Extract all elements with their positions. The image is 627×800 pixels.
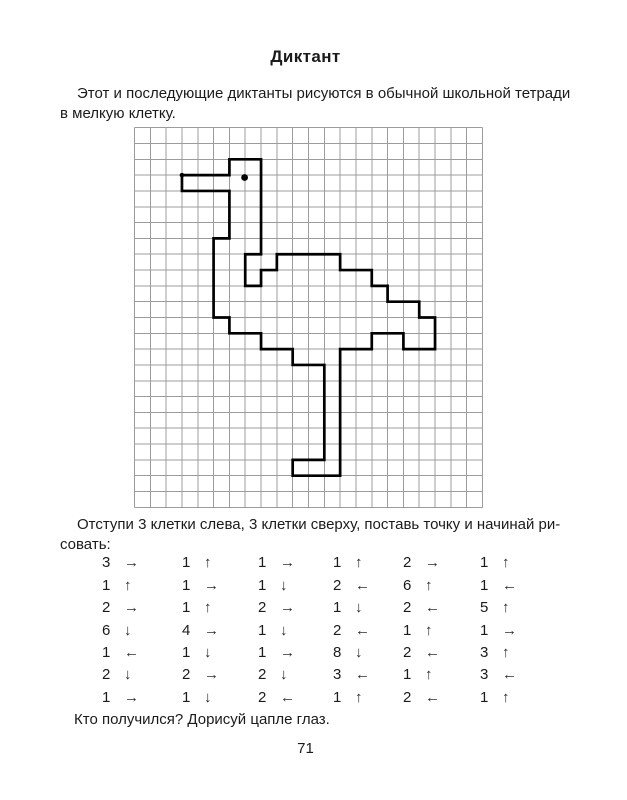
step-count: 2 xyxy=(333,576,342,594)
step-direction-arrow-icon: ↑ xyxy=(425,621,433,639)
step-direction-arrow-icon: ← xyxy=(502,576,517,594)
step-count: 6 xyxy=(102,621,111,639)
dictation-step xyxy=(94,644,174,662)
dictation-step xyxy=(250,689,325,707)
dictation-step xyxy=(395,644,472,662)
dictation-step xyxy=(250,577,325,595)
dictation-step xyxy=(174,666,250,684)
step-direction-arrow-icon: ↑ xyxy=(502,688,510,706)
dictation-step xyxy=(94,689,174,707)
step-direction-arrow-icon: → xyxy=(280,554,295,572)
step-count: 1 xyxy=(258,576,267,594)
step-count: 2 xyxy=(403,554,412,572)
step-count: 2 xyxy=(333,621,342,639)
step-count: 1 xyxy=(258,621,267,639)
step-direction-arrow-icon: → xyxy=(124,554,139,572)
step-direction-arrow-icon: → xyxy=(204,666,219,684)
dictation-steps-table xyxy=(94,552,544,709)
step-direction-arrow-icon: ↑ xyxy=(502,554,510,572)
dictation-step xyxy=(94,599,174,617)
dictation-step xyxy=(472,554,534,572)
step-count: 1 xyxy=(480,688,489,706)
dictation-grid xyxy=(134,127,483,513)
step-count: 1 xyxy=(182,688,191,706)
dictation-step xyxy=(250,599,325,617)
dictation-step xyxy=(325,554,395,572)
dictation-row xyxy=(94,597,544,619)
step-count: 6 xyxy=(403,576,412,594)
step-direction-arrow-icon: → xyxy=(425,554,440,572)
grid-svg xyxy=(134,127,483,508)
step-count: 3 xyxy=(480,666,489,684)
step-direction-arrow-icon: → xyxy=(124,688,139,706)
dictation-row xyxy=(94,574,544,596)
step-count: 3 xyxy=(480,643,489,661)
step-count: 1 xyxy=(102,576,111,594)
dictation-step xyxy=(325,599,395,617)
step-count: 4 xyxy=(182,621,191,639)
dictation-step xyxy=(325,644,395,662)
step-direction-arrow-icon: ← xyxy=(355,576,370,594)
step-direction-arrow-icon: ↓ xyxy=(280,666,288,684)
dictation-step xyxy=(94,666,174,684)
step-direction-arrow-icon: ↑ xyxy=(355,688,363,706)
step-direction-arrow-icon: ↑ xyxy=(502,599,510,617)
step-count: 1 xyxy=(182,576,191,594)
step-count: 5 xyxy=(480,599,489,617)
dictation-step xyxy=(472,644,534,662)
step-direction-arrow-icon: ↓ xyxy=(204,688,212,706)
step-direction-arrow-icon: → xyxy=(204,576,219,594)
step-direction-arrow-icon: ← xyxy=(355,621,370,639)
step-count: 1 xyxy=(403,621,412,639)
step-count: 1 xyxy=(258,643,267,661)
step-count: 1 xyxy=(182,643,191,661)
dictation-step xyxy=(472,577,534,595)
step-direction-arrow-icon: ← xyxy=(280,688,295,706)
step-direction-arrow-icon: ↑ xyxy=(425,576,433,594)
dictation-row xyxy=(94,687,544,709)
step-direction-arrow-icon: → xyxy=(502,621,517,639)
step-direction-arrow-icon: ← xyxy=(124,643,139,661)
step-direction-arrow-icon: ↑ xyxy=(425,666,433,684)
dictation-step xyxy=(325,666,395,684)
step-count: 1 xyxy=(333,599,342,617)
dictation-row xyxy=(94,642,544,664)
dictation-step xyxy=(395,666,472,684)
intro-text-line2: в мелкую клетку. xyxy=(60,105,176,122)
step-count: 1 xyxy=(480,554,489,572)
dictation-step xyxy=(250,666,325,684)
step-count: 3 xyxy=(102,554,111,572)
step-count: 2 xyxy=(258,688,267,706)
start-point-dot xyxy=(180,173,185,178)
step-count: 2 xyxy=(403,599,412,617)
dictation-step xyxy=(174,577,250,595)
step-count: 1 xyxy=(258,554,267,572)
dictation-step xyxy=(174,689,250,707)
step-direction-arrow-icon: ← xyxy=(425,643,440,661)
step-count: 1 xyxy=(333,688,342,706)
dictation-step xyxy=(395,554,472,572)
step-count: 1 xyxy=(102,688,111,706)
step-direction-arrow-icon: → xyxy=(280,599,295,617)
step-direction-arrow-icon: ← xyxy=(502,666,517,684)
step-count: 1 xyxy=(333,554,342,572)
page-title: Диктант xyxy=(270,47,341,66)
step-direction-arrow-icon: ↑ xyxy=(124,576,132,594)
dictation-step xyxy=(325,622,395,640)
dictation-step xyxy=(250,622,325,640)
step-count: 2 xyxy=(403,643,412,661)
step-direction-arrow-icon: → xyxy=(280,643,295,661)
dictation-step xyxy=(174,554,250,572)
step-direction-arrow-icon: ↑ xyxy=(502,643,510,661)
step-direction-arrow-icon: ↑ xyxy=(204,599,212,617)
step-count: 1 xyxy=(182,599,191,617)
step-direction-arrow-icon: ← xyxy=(425,688,440,706)
step-direction-arrow-icon: ↓ xyxy=(355,643,363,661)
step-direction-arrow-icon: ↑ xyxy=(355,554,363,572)
dictation-step xyxy=(472,622,534,640)
dictation-step xyxy=(395,577,472,595)
step-direction-arrow-icon: ← xyxy=(355,666,370,684)
dictation-step xyxy=(250,554,325,572)
step-direction-arrow-icon: ↓ xyxy=(204,643,212,661)
step-count: 3 xyxy=(333,666,342,684)
dictation-step xyxy=(395,689,472,707)
step-count: 1 xyxy=(480,621,489,639)
step-count: 2 xyxy=(258,666,267,684)
dictation-step xyxy=(472,666,534,684)
step-count: 2 xyxy=(102,599,111,617)
heron-eye-dot xyxy=(241,174,248,181)
step-count: 2 xyxy=(403,688,412,706)
dictation-step xyxy=(325,689,395,707)
step-count: 8 xyxy=(333,643,342,661)
step-direction-arrow-icon: ↓ xyxy=(124,621,132,639)
step-count: 1 xyxy=(102,643,111,661)
instruction-text-line2: совать: xyxy=(60,536,111,553)
step-direction-arrow-icon: → xyxy=(204,621,219,639)
step-count: 1 xyxy=(182,554,191,572)
step-count: 1 xyxy=(480,576,489,594)
dictation-row xyxy=(94,619,544,641)
dictation-step xyxy=(395,622,472,640)
dictation-step xyxy=(395,599,472,617)
dictation-step xyxy=(472,689,534,707)
dictation-step xyxy=(174,622,250,640)
step-direction-arrow-icon: ↓ xyxy=(124,666,132,684)
step-count: 2 xyxy=(102,666,111,684)
step-count: 2 xyxy=(258,599,267,617)
dictation-step xyxy=(472,599,534,617)
dictation-step xyxy=(94,577,174,595)
step-direction-arrow-icon: ← xyxy=(425,599,440,617)
step-count: 2 xyxy=(182,666,191,684)
step-count: 1 xyxy=(403,666,412,684)
step-direction-arrow-icon: ↑ xyxy=(204,554,212,572)
step-direction-arrow-icon: ↓ xyxy=(280,621,288,639)
intro-text-line1: Этот и последующие диктанты рисуются в обычной школьной тетради xyxy=(77,85,571,102)
instruction-text-line1: Отступи 3 клетки слева, 3 клетки сверху, поставь точку и начинай ри- xyxy=(77,516,561,533)
dictation-step xyxy=(174,599,250,617)
step-direction-arrow-icon: ↓ xyxy=(280,576,288,594)
dictation-step xyxy=(325,577,395,595)
dictation-row xyxy=(94,552,544,574)
step-direction-arrow-icon: → xyxy=(124,599,139,617)
step-direction-arrow-icon: ↓ xyxy=(355,599,363,617)
dictation-step xyxy=(174,644,250,662)
dictation-step xyxy=(94,622,174,640)
dictation-step xyxy=(94,554,174,572)
page-number: 71 xyxy=(297,740,314,757)
dictation-step xyxy=(250,644,325,662)
dictation-row xyxy=(94,664,544,686)
question-text: Кто получился? Дорисуй цапле глаз. xyxy=(74,711,330,728)
